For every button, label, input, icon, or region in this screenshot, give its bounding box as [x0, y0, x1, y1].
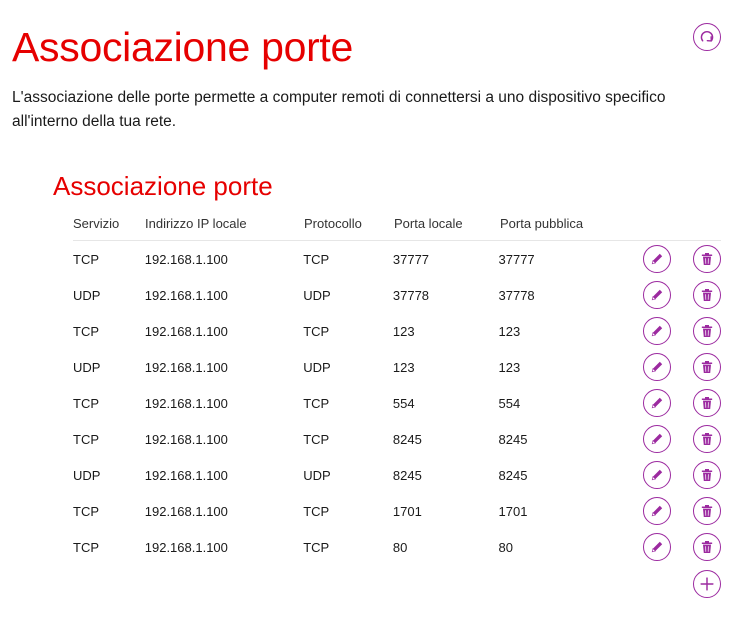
cell-local-ip: 192.168.1.100: [144, 287, 228, 303]
cell-service: TCP: [73, 395, 99, 411]
row-actions: [643, 461, 721, 489]
trash-icon: [699, 395, 715, 411]
refresh-button[interactable]: [693, 23, 721, 51]
delete-button[interactable]: [693, 389, 721, 417]
cell-public-port: 1701: [498, 503, 528, 519]
port-mapping-table: [73, 206, 721, 565]
page-description: L'associazione delle porte permette a computer remoti di connettersi a uno dispositivo specifico all'interno della tua rete.: [12, 89, 666, 130]
delete-button[interactable]: [693, 245, 721, 273]
page-title: Associazione porte: [12, 24, 354, 70]
trash-icon: [699, 503, 715, 519]
pencil-icon: [649, 503, 665, 519]
table-row: [73, 457, 721, 493]
table-row: [73, 277, 721, 313]
trash-icon: [699, 539, 715, 555]
edit-button[interactable]: [643, 461, 671, 489]
row-actions: [643, 425, 721, 453]
cell-service: TCP: [73, 431, 99, 447]
cell-public-port: 554: [498, 395, 521, 411]
cell-local-port: 123: [392, 323, 415, 339]
pencil-icon: [649, 467, 665, 483]
section-title: Associazione porte: [53, 171, 273, 201]
cell-service: UDP: [73, 287, 101, 303]
trash-icon: [699, 467, 715, 483]
cell-local-ip: 192.168.1.100: [144, 251, 228, 267]
cell-public-port: 37777: [498, 251, 535, 267]
header-local-ip: Indirizzo IP locale: [145, 215, 247, 231]
header-protocol: Protocollo: [304, 215, 362, 231]
row-actions: [643, 281, 721, 309]
pencil-icon: [649, 395, 665, 411]
row-actions: [643, 389, 721, 417]
cell-local-port: 554: [392, 395, 415, 411]
cell-protocol: UDP: [303, 359, 331, 375]
cell-local-ip: 192.168.1.100: [144, 431, 228, 447]
delete-button[interactable]: [693, 353, 721, 381]
cell-local-port: 37778: [392, 287, 430, 303]
cell-local-port: 37777: [392, 251, 430, 267]
table-row: [73, 493, 721, 529]
cell-public-port: 37778: [498, 287, 535, 303]
cell-protocol: UDP: [303, 287, 331, 303]
cell-protocol: TCP: [303, 539, 330, 555]
add-rule-button[interactable]: [693, 570, 721, 598]
edit-button[interactable]: [643, 389, 671, 417]
header-service: Servizio: [73, 215, 120, 231]
edit-button[interactable]: [643, 353, 671, 381]
cell-service: TCP: [73, 323, 99, 339]
cell-local-port: 80: [392, 539, 408, 555]
cell-protocol: UDP: [303, 467, 331, 483]
row-actions: [643, 533, 721, 561]
trash-icon: [699, 251, 715, 267]
trash-icon: [699, 431, 715, 447]
cell-local-port: 8245: [392, 431, 422, 447]
trash-icon: [699, 287, 715, 303]
trash-icon: [699, 359, 715, 375]
cell-protocol: TCP: [303, 503, 330, 519]
delete-button[interactable]: [693, 497, 721, 525]
edit-button[interactable]: [643, 281, 671, 309]
table-row: [73, 349, 721, 385]
table-row: [73, 529, 721, 565]
pencil-icon: [649, 431, 665, 447]
table-body: [73, 241, 721, 565]
cell-service: UDP: [73, 359, 101, 375]
row-actions: [643, 353, 721, 381]
cell-local-ip: 192.168.1.100: [144, 323, 228, 339]
row-actions: [643, 245, 721, 273]
delete-button[interactable]: [693, 533, 721, 561]
cell-service: UDP: [73, 467, 101, 483]
cell-local-ip: 192.168.1.100: [144, 467, 228, 483]
delete-button[interactable]: [693, 425, 721, 453]
pencil-icon: [649, 323, 665, 339]
row-actions: [643, 497, 721, 525]
table-row: [73, 241, 721, 277]
cell-local-ip: 192.168.1.100: [144, 395, 228, 411]
table-header: [73, 206, 721, 241]
cell-public-port: 8245: [498, 431, 528, 447]
row-actions: [643, 317, 721, 345]
cell-protocol: TCP: [303, 395, 330, 411]
cell-local-ip: 192.168.1.100: [144, 539, 228, 555]
edit-button[interactable]: [643, 497, 671, 525]
cell-service: TCP: [73, 539, 99, 555]
header-local-port: Porta locale: [394, 215, 463, 231]
edit-button[interactable]: [643, 425, 671, 453]
cell-service: TCP: [73, 503, 99, 519]
trash-icon: [699, 323, 715, 339]
edit-button[interactable]: [643, 245, 671, 273]
delete-button[interactable]: [693, 281, 721, 309]
cell-local-ip: 192.168.1.100: [144, 503, 228, 519]
pencil-icon: [649, 359, 665, 375]
cell-public-port: 80: [498, 539, 513, 555]
delete-button[interactable]: [693, 317, 721, 345]
cell-local-port: 123: [392, 359, 415, 375]
plus-icon: [698, 575, 716, 593]
cell-protocol: TCP: [303, 251, 330, 267]
header-public-port: Porta pubblica: [500, 215, 584, 231]
cell-service: TCP: [73, 251, 99, 267]
table-row: [73, 385, 721, 421]
refresh-icon: [698, 28, 716, 46]
cell-protocol: TCP: [303, 323, 330, 339]
cell-local-port: 8245: [392, 467, 422, 483]
cell-public-port: 123: [498, 359, 521, 375]
delete-button[interactable]: [693, 461, 721, 489]
pencil-icon: [649, 539, 665, 555]
table-row: [73, 313, 721, 349]
cell-public-port: 8245: [498, 467, 528, 483]
cell-local-port: 1701: [392, 503, 422, 519]
cell-public-port: 123: [498, 323, 521, 339]
cell-protocol: TCP: [303, 431, 330, 447]
cell-local-ip: 192.168.1.100: [144, 359, 228, 375]
edit-button[interactable]: [643, 533, 671, 561]
pencil-icon: [649, 287, 665, 303]
table-row: [73, 421, 721, 457]
edit-button[interactable]: [643, 317, 671, 345]
pencil-icon: [649, 251, 665, 267]
